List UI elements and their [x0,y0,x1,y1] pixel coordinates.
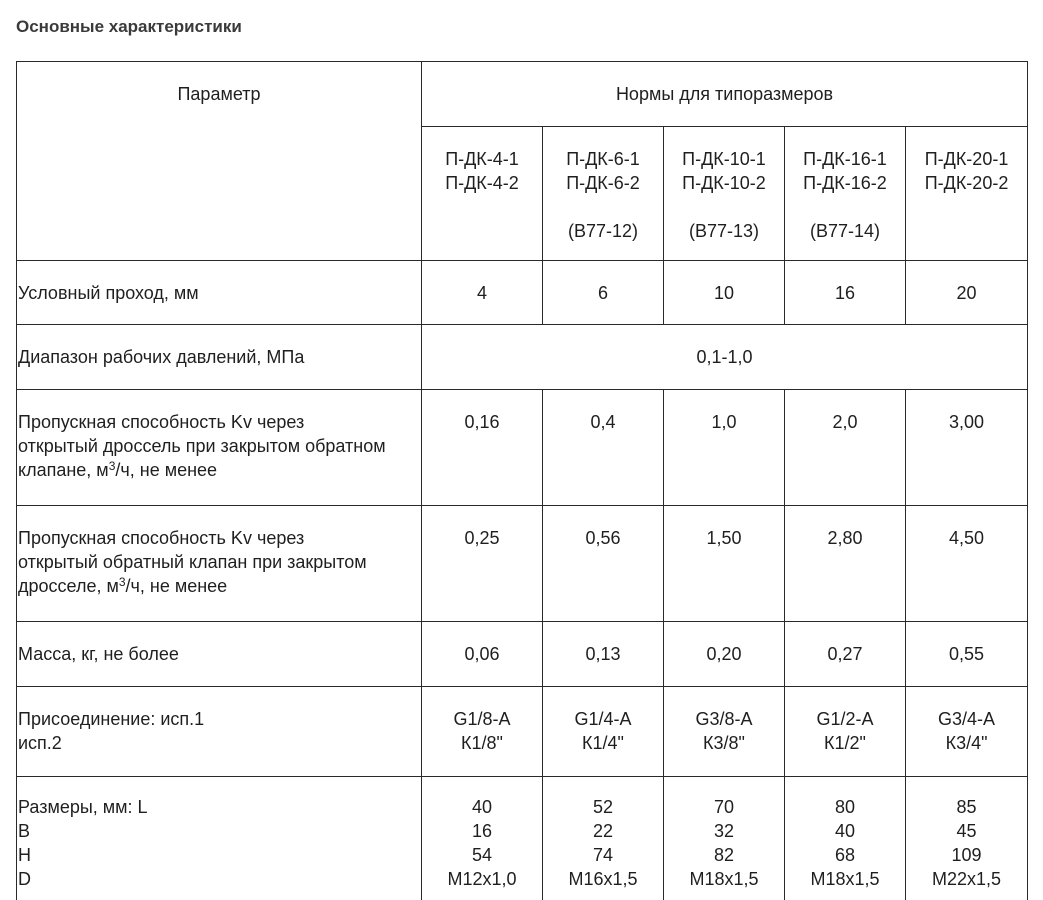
connection-value: К3/4" [945,733,988,753]
dim-value: М22х1,5 [932,869,1002,889]
mass-value: 0,20 [706,644,742,664]
row-label-cell [17,506,422,622]
row-label: исп.2 [18,733,62,753]
bore-value: 20 [956,283,977,303]
dim-value: 80 [834,797,856,817]
dim-value: 109 [951,845,982,865]
size-code: (В77-12) [567,221,639,241]
connection-row [17,687,1028,777]
size-cell [906,127,1028,261]
dim-value: 85 [956,797,977,817]
size-cell [543,127,664,261]
dim-value: 16 [471,821,493,841]
size-code: (В77-14) [809,221,881,241]
size-name: П-ДК-4-2 [445,173,519,193]
dim-value: 52 [592,797,614,817]
norms-header: Нормы для типоразмеров [615,84,834,104]
connection-value: G1/8-A [453,709,511,729]
kv-value: 1,0 [711,412,737,432]
size-name: П-ДК-6-1 [566,149,640,169]
mass-value: 0,55 [949,644,985,664]
mass-value: 0,06 [464,644,500,664]
row-label: Присоединение: исп.1 [18,709,205,729]
row-label-cell [17,390,422,506]
row-label: открытый обратный клапан при закрытом [18,552,367,572]
dim-value: 45 [956,821,977,841]
bore-row [17,261,1028,325]
connection-value: К1/8" [461,733,503,753]
kv-value: 4,50 [949,528,985,548]
dim-value: 40 [471,797,493,817]
row-label: Размеры, мм: L [18,797,148,817]
row-label-cell [17,777,422,900]
mass-value: 0,13 [585,644,621,664]
size-cell [664,127,785,261]
section-title: Основные характеристики [16,17,242,36]
dim-value: 74 [592,845,614,865]
kv-value: 0,16 [464,412,500,432]
kv-value: 0,25 [464,528,500,548]
size-code: (В77-13) [688,221,760,241]
kv-value: 3,00 [949,412,985,432]
dim-value: 32 [713,821,735,841]
size-cell [422,127,543,261]
dim-value: 22 [592,821,614,841]
connection-value: К1/2" [824,733,866,753]
kv-check-row [17,506,1028,622]
dim-value: 40 [834,821,856,841]
size-name: П-ДК-16-1 [803,149,887,169]
connection-value: К3/8" [703,733,745,753]
dim-value: М18х1,5 [810,869,880,889]
dim-value: М18х1,5 [689,869,759,889]
connection-value: К1/4" [582,733,624,753]
kv-value: 1,50 [706,528,742,548]
row-label: D [18,869,31,889]
row-label: Пропускная способность Kv через [18,528,305,548]
connection-value: G1/2-A [816,709,874,729]
dim-value: М16х1,5 [568,869,638,889]
kv-value: 2,0 [832,412,858,432]
dim-value: 82 [713,845,735,865]
row-label: Пропускная способность Kv через [18,412,305,432]
bore-value: 6 [597,283,608,303]
spec-table [16,61,1028,900]
kv-value: 2,80 [827,528,863,548]
size-name: П-ДК-10-2 [682,173,766,193]
size-cell [785,127,906,261]
row-label: B [18,821,31,841]
size-name: П-ДК-6-2 [566,173,640,193]
kv-throttle-row [17,390,1028,506]
row-label-cell [17,325,422,390]
size-name: П-ДК-16-2 [803,173,887,193]
dimensions-row [17,777,1028,900]
connection-value: G3/4-A [938,709,996,729]
pressure-value: 0,1-1,0 [696,347,753,367]
mass-value: 0,27 [827,644,863,664]
dim-value: 70 [713,797,735,817]
param-header: Параметр [177,84,261,104]
bore-value: 10 [713,283,735,303]
dim-value: 54 [471,845,493,865]
param-header-cell [17,62,422,261]
row-label-cell [17,261,422,325]
row-label: H [18,845,31,865]
bore-value: 4 [476,283,487,303]
norms-header-cell [422,62,1028,127]
kv-value: 0,56 [585,528,621,548]
dim-value: М12х1,0 [447,869,517,889]
size-name: П-ДК-10-1 [682,149,766,169]
size-name: П-ДК-4-1 [445,149,519,169]
connection-value: G3/8-A [695,709,753,729]
size-name: П-ДК-20-1 [924,149,1009,169]
dim-value: 68 [834,845,856,865]
row-label: Диапазон рабочих давлений, МПа [18,347,305,367]
row-label: Условный проход, мм [18,283,199,303]
row-label-cell [17,622,422,687]
kv-value: 0,4 [590,412,616,432]
row-label: Масса, кг, не более [18,644,179,664]
connection-value: G1/4-A [574,709,632,729]
row-label: клапане, $м^3/ч$, не менее [18,459,218,480]
header-row [17,62,1028,127]
size-name: П-ДК-20-2 [924,173,1009,193]
row-label-cell [17,687,422,777]
mass-row [17,622,1028,687]
bore-value: 16 [834,283,856,303]
row-label: открытый дроссель при закрытом обратном [18,436,386,456]
pressure-row [17,325,1028,390]
row-label: дросселе, $м^3/ч$, не менее [18,575,228,596]
